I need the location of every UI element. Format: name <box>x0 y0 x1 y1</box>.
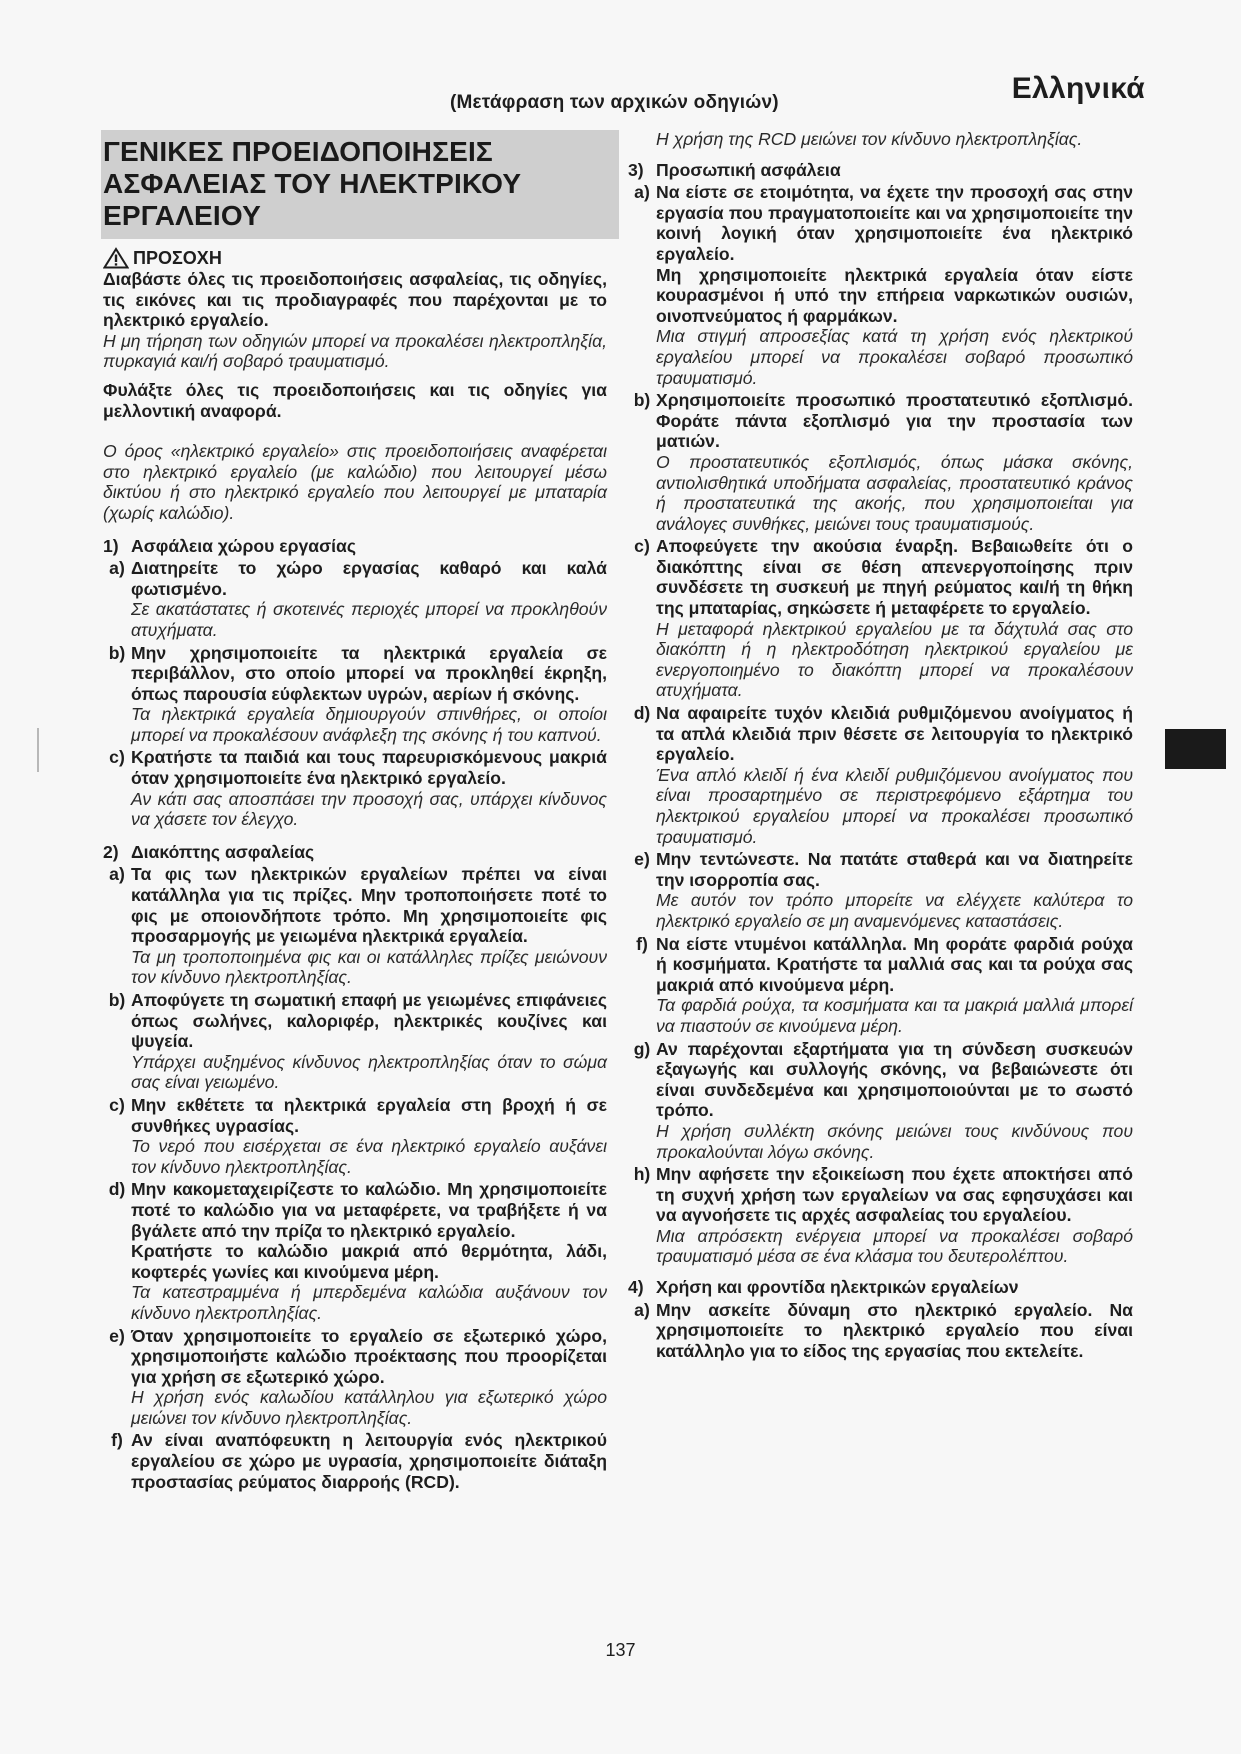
left-column <box>103 130 607 1492</box>
item-label: d) <box>108 1179 126 1200</box>
item-italic: Μια απρόσεκτη ενέργεια μπορεί να προκαλέσει σοβαρό τραυματισμό μέσα σε ένα κλάσμα του δευτερολέπτου. <box>656 1225 1133 1267</box>
section-1-heading <box>103 536 607 557</box>
item-bold: Μην χρησιμοποιείτε τα ηλεκτρικά εργαλεία σε περιβάλλον, στο οποίο μπορεί να προκληθεί έκρηξη, όπως παρουσία εύφλεκτων υγρών, αερίων ή σκόνης. <box>131 642 607 704</box>
list-item <box>103 1179 607 1323</box>
list-item <box>628 849 1133 931</box>
item-label: d) <box>633 703 651 724</box>
caution-read-all: Διαβάστε όλες τις προειδοποιήσεις ασφαλείας, τις οδηγίες, τις εικόνες και τις προδιαγραφές που παρέχονται με το ηλεκτρικό εργαλείο. <box>103 269 607 331</box>
list-item <box>103 1430 607 1492</box>
language-label: Ελληνικά <box>1011 72 1145 105</box>
section-title: Ασφάλεια χώρου εργασίας <box>131 535 356 556</box>
translation-note: (Μετάφραση των αρχικών οδηγιών) <box>450 92 779 113</box>
item-bold: Κρατήστε τα παιδιά και τους παρευρισκόμενους μακριά όταν χρησιμοποιείτε ένα ηλεκτρικό εργαλείο. <box>131 747 607 789</box>
item-label: a) <box>109 864 125 885</box>
section-4-heading <box>628 1277 1133 1298</box>
item-bold: Χρησιμοποιείτε προσωπικό προστατευτικό εξοπλισμό. Φοράτε πάντα εξοπλισμό για την προστασία των ματιών. <box>656 390 1133 452</box>
item-italic: Τα ηλεκτρικά εργαλεία δημιουργούν σπινθήρες, οι οποίοι μπορεί να προκαλέσουν ανάφλεξη της σκόνης ή του καπνού. <box>131 704 607 745</box>
item-bold: Μην ασκείτε δύναμη στο ηλεκτρικό εργαλείο. Να χρησιμοποιείτε το ηλεκτρικό εργαλείο που είναι κατάλληλο για το είδος της εργασίας που εκτελείτε. <box>656 1299 1133 1361</box>
item-label: f) <box>636 933 648 954</box>
item-label: e) <box>109 1325 125 1346</box>
item-italic: Μια στιγμή απροσεξίας κατά τη χρήση ενός ηλεκτρικού εργαλείου μπορεί να προκαλέσει σοβαρό προσωπικό τραυματισμό. <box>656 326 1133 388</box>
list-item <box>628 182 1133 388</box>
item-label: f) <box>111 1430 123 1451</box>
page-number: 137 <box>605 1640 636 1660</box>
section-3-heading <box>628 160 1133 181</box>
item-italic: Η χρήση ενός καλωδίου κατάλληλου για εξωτερικό χώρο μειώνει τον κίνδυνο ηλεκτροπληξίας. <box>131 1387 607 1428</box>
item-label: a) <box>634 1299 650 1320</box>
item-bold: Αν είναι αναπόφευκτη η λειτουργία ενός ηλεκτρικού εργαλείου σε χώρο με υγρασία, χρησιμοποιείτε διάταξη προστασίας ρεύματος διαρροής (RCD). <box>131 1430 607 1492</box>
item-bold: Διατηρείτε το χώρο εργασίας καθαρό και καλά φωτισμένο. <box>131 558 607 599</box>
section-number: 2) <box>103 841 119 862</box>
title-line-1: ΓΕΝΙΚΕΣ ΠΡΟΕΙΔΟΠΟΙΗΣΕΙΣ <box>103 136 493 167</box>
item-label: a) <box>634 182 650 203</box>
section-title: Προσωπική ασφάλεια <box>656 159 841 180</box>
item-italic: Η μεταφορά ηλεκτρικού εργαλείου με τα δάχτυλά σας στο διακόπτη ή η ηλεκτροδότηση ηλεκτρικού εργαλείου με ενεργοποιημένο το διακόπτη μπορεί να προκαλέσουν ατυχήματα. <box>656 618 1133 701</box>
list-item <box>628 703 1133 847</box>
page-title-box <box>101 130 619 239</box>
item-bold: Μην κακομεταχειρίζεστε το καλώδιο. Μη χρησιμοποιείτε ποτέ το καλώδιο για να μεταφέρετε, να τραβήξετε ή να βγάλετε από την πρίζα το ηλεκτρικό εργαλείο. <box>131 1179 607 1241</box>
item-italic: Σε ακατάστατες ή σκοτεινές περιοχές μπορεί να προκληθούν ατυχήματα. <box>131 599 607 640</box>
item-label: e) <box>634 849 650 870</box>
list-item <box>103 747 607 829</box>
caution-label: ΠΡΟΣΟΧΗ <box>133 247 222 268</box>
item-label: c) <box>109 747 125 768</box>
item-bold: Όταν χρησιμοποιείτε το εργαλείο σε εξωτερικό χώρο, χρησιμοποιήστε καλώδιο προέκτασης που προορίζεται για χρήση σε εξωτερικό χώρο. <box>131 1325 607 1387</box>
item-label: b) <box>108 990 126 1010</box>
warning-triangle-icon <box>103 247 129 269</box>
caution-consequence: Η μη τήρηση των οδηγιών μπορεί να προκαλέσει ηλεκτροπληξία, πυρκαγιά και/ή σοβαρό τραυματισμό. <box>103 330 607 372</box>
item-bold: Τα φις των ηλεκτρικών εργαλείων πρέπει να είναι κατάλληλα για τις πρίζες. Μην τροποποιήσετε ποτέ το φις με οποιονδήποτε τρόπο. Μη χρησιμοποιείτε φις προσαρμογής με γειωμένα ηλεκτρικά εργαλεία. <box>131 864 607 947</box>
item-bold-2: Κρατήστε το καλώδιο μακριά από θερμότητα, λάδι, κοφτερές γωνίες και κινούμενα μέρη. <box>131 1241 607 1282</box>
list-item <box>103 1326 607 1429</box>
item-bold: Να είστε ντυμένοι κατάλληλα. Μη φοράτε φαρδιά ρούχα ή κοσμήματα. Κρατήστε τα μαλλιά σας και τα ρούχα σας μακριά από κινούμενα μέρη. <box>656 933 1133 995</box>
item-label: c) <box>634 536 650 557</box>
item-italic: Τα κατεστραμμένα ή μπερδεμένα καλώδια αυξάνουν τον κίνδυνο ηλεκτροπληξίας. <box>131 1282 607 1323</box>
list-item <box>628 1300 1133 1362</box>
item-italic: Η χρήση της RCD μειώνει τον κίνδυνο ηλεκτροπληξίας. <box>656 129 1083 149</box>
section-title: Χρήση και φροντίδα ηλεκτρικών εργαλείων <box>656 1277 1019 1298</box>
section-number: 4) <box>628 1277 644 1298</box>
list-item <box>628 1039 1133 1163</box>
list-item <box>628 390 1133 534</box>
section-2-heading <box>103 842 607 863</box>
list-item <box>103 1095 607 1177</box>
caution-keep: Φυλάξτε όλες τις προειδοποιήσεις και τις οδηγίες για μελλοντική αναφορά. <box>103 379 607 421</box>
item-italic: Αν κάτι σας αποσπάσει την προσοχή σας, υπάρχει κίνδυνος να χάσετε τον έλεγχο. <box>131 788 607 830</box>
margin-line <box>37 728 39 772</box>
item-label: b) <box>108 642 126 663</box>
title-line-3: ΕΡΓΑΛΕΙΟΥ <box>103 200 261 231</box>
item-italic: Η χρήση συλλέκτη σκόνης μειώνει τους κινδύνους που προκαλούνται λόγω σκόνης. <box>656 1120 1133 1162</box>
section-title: Διακόπτης ασφαλείας <box>131 841 315 862</box>
item-label: a) <box>109 558 125 579</box>
item-bold: Αποφύγετε τη σωματική επαφή με γειωμένες επιφάνειες όπως σωλήνες, καλοριφέρ, ηλεκτρικές κουζίνες και ψυγεία. <box>131 990 607 1052</box>
language-tab-marker <box>1165 729 1226 769</box>
item-label: c) <box>109 1094 125 1115</box>
item-italic: Ένα απλό κλειδί ή ένα κλειδί ρυθμιζόμενου ανοίγματος που είναι προσαρτημένο σε περιστρεφόμενο εξάρτημα του ηλεκτρικού εργαλείου μπορεί να προκαλέσει προσωπικό τραυματισμό. <box>656 764 1133 847</box>
list-item <box>628 536 1133 701</box>
term-definition: Ο όρος «ηλεκτρικό εργαλείο» στις προειδοποιήσεις αναφέρεται στο ηλεκτρικό εργαλείο (με καλώδιο) που λειτουργεί μέσω δικτύου ή στο ηλεκτρικό εργαλείο που λειτουργεί με μπαταρία (χωρίς καλώδιο). <box>103 441 607 523</box>
list-item <box>628 934 1133 1037</box>
item-italic: Τα μη τροποποιημένα φις και οι κατάλληλες πρίζες μειώνουν τον κίνδυνο ηλεκτροπληξίας. <box>131 946 607 988</box>
item-italic: Τα φαρδιά ρούχα, τα κοσμήματα και τα μακριά μαλλιά μπορεί να πιαστούν σε κινούμενα μέρη. <box>656 995 1133 1036</box>
item-italic: Ο προστατευτικός εξοπλισμός, όπως μάσκα σκόνης, αντιολισθητικά υποδήματα ασφαλείας, προστατευτικό κράνος ή προστατευτικά της ακοής, που χρησιμοποιείται για ανάλογες συνθήκες, μειώνει τους τραυματισμούς. <box>656 451 1133 534</box>
title-line-2: ΑΣΦΑΛΕΙΑΣ ΤΟΥ ΗΛΕΚΤΡΙΚΟΥ <box>103 168 522 199</box>
item-bold-2: Μη χρησιμοποιείτε ηλεκτρικά εργαλεία όταν είστε κουρασμένοι ή υπό την επήρεια ναρκωτικών ουσιών, οινοπνεύματος ή φαρμάκων. <box>656 264 1133 326</box>
item-bold: Αν παρέχονται εξαρτήματα για τη σύνδεση συσκευών εξαγωγής και συλλογής σκόνης, να βεβαιώνεστε ότι είναι συνδεδεμένα και χρησιμοποιούνται με το σωστό τρόπο. <box>656 1038 1133 1121</box>
item-bold: Μην τεντώνεστε. Να πατάτε σταθερά και να διατηρείτε την ισορροπία σας. <box>656 849 1133 890</box>
item-label: b) <box>633 390 651 411</box>
item-italic: Το νερό που εισέρχεται σε ένα ηλεκτρικό εργαλείο αυξάνει τον κίνδυνο ηλεκτροπληξίας. <box>131 1136 607 1177</box>
item-bold: Να αφαιρείτε τυχόν κλειδιά ρυθμιζόμενου ανοίγματος ή τα απλά κλειδιά πριν θέσετε σε λειτουργία το ηλεκτρικό εργαλείο. <box>656 703 1133 765</box>
item-bold: Να είστε σε ετοιμότητα, να έχετε την προσοχή σας στην εργασία που πραγματοποιείτε και να χρησιμοποιείτε την κοινή λογική όταν χρησιμοποιείτε ένα ηλεκτρικό εργαλείο. <box>656 182 1133 264</box>
item-italic: Με αυτόν τον τρόπο μπορείτε να ελέγχετε καλύτερα το ηλεκτρικό εργαλείο σε μη αναμενόμενες καταστάσεις. <box>656 890 1133 931</box>
section-number: 1) <box>103 535 119 556</box>
list-item <box>103 864 607 988</box>
right-column <box>628 129 1133 1361</box>
item-bold: Μην αφήσετε την εξοικείωση που έχετε αποκτήσει από τη συχνή χρήση των εργαλείων να σας εφησυχάσει και να αγνοήσετε τις αρχές ασφαλείας του εργαλείου. <box>656 1164 1133 1226</box>
item-bold: Μην εκθέτετε τα ηλεκτρικά εργαλεία στη βροχή ή σε συνθήκες υγρασίας. <box>131 1094 607 1136</box>
section-number: 3) <box>628 159 644 180</box>
caution-heading <box>103 247 607 269</box>
list-item <box>628 1164 1133 1267</box>
list-item <box>103 990 607 1093</box>
item-label: g) <box>633 1038 651 1059</box>
list-item <box>103 558 607 640</box>
item-label: h) <box>633 1164 651 1185</box>
item-italic: Υπάρχει αυξημένος κίνδυνος ηλεκτροπληξίας όταν το σώμα σας είναι γειωμένο. <box>131 1051 607 1093</box>
list-item <box>103 643 607 746</box>
item-bold: Αποφεύγετε την ακούσια έναρξη. Βεβαιωθείτε ότι ο διακόπτης είναι σε θέση απενεργοποίησης πριν συνδέσετε τη συσκευή με πηγή ρεύματος και/ή τη θήκη της μπαταρίας, σηκώσετε ή μεταφέρετε το εργαλείο. <box>656 536 1133 619</box>
